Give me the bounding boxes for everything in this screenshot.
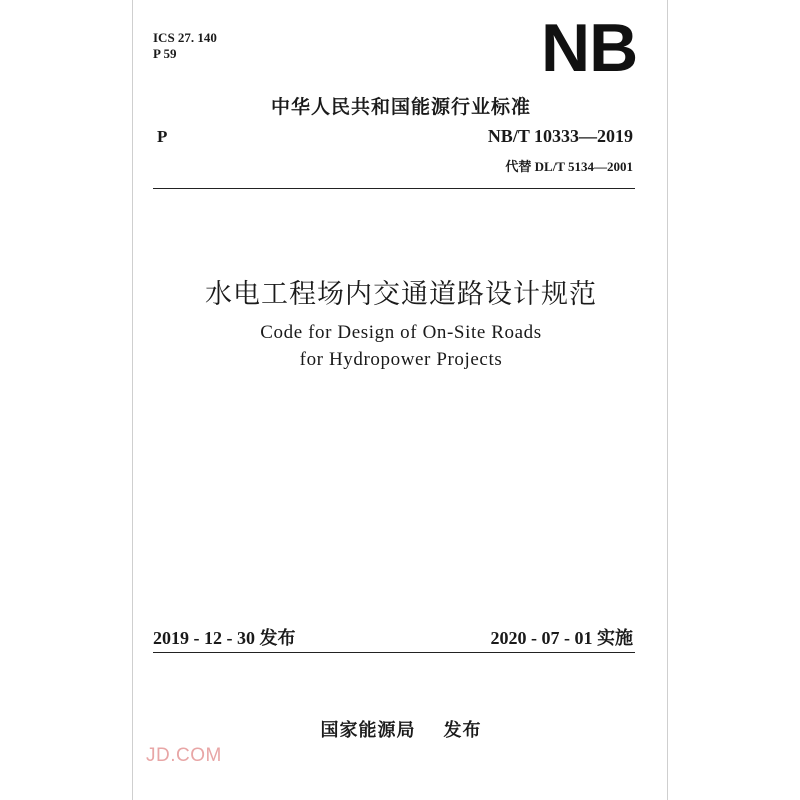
standard-cover bbox=[132, 0, 668, 800]
industry-standard-heading: 中华人民共和国能源行业标准 bbox=[270, 96, 531, 118]
standard-number: NB/T 10333—2019 bbox=[487, 126, 633, 146]
publisher-line bbox=[133, 716, 669, 742]
jd-watermark: JD.COM bbox=[146, 745, 222, 766]
publisher-action: 发布 bbox=[443, 720, 482, 741]
issue-date: 2019 - 12 - 30 发布 bbox=[153, 628, 296, 648]
classification-codes bbox=[153, 30, 217, 62]
classification-letter: P bbox=[157, 127, 168, 146]
title-english-line1: Code for Design of On-Site Roads bbox=[260, 322, 542, 343]
footer-divider bbox=[153, 652, 635, 653]
replaces-standard: 代替 DL/T 5134—2001 bbox=[505, 159, 633, 174]
implementation-date: 2020 - 07 - 01 实施 bbox=[490, 628, 633, 648]
ccs-code: P 59 bbox=[153, 46, 177, 61]
title-english-line2: for Hydropower Projects bbox=[299, 349, 503, 370]
title-chinese: 水电工程场内交通道路设计规范 bbox=[205, 279, 597, 310]
nb-logo: NB bbox=[541, 10, 638, 86]
publisher-name: 国家能源局 bbox=[320, 720, 416, 741]
ics-code: ICS 27. 140 bbox=[153, 30, 217, 45]
header-divider bbox=[153, 188, 635, 189]
